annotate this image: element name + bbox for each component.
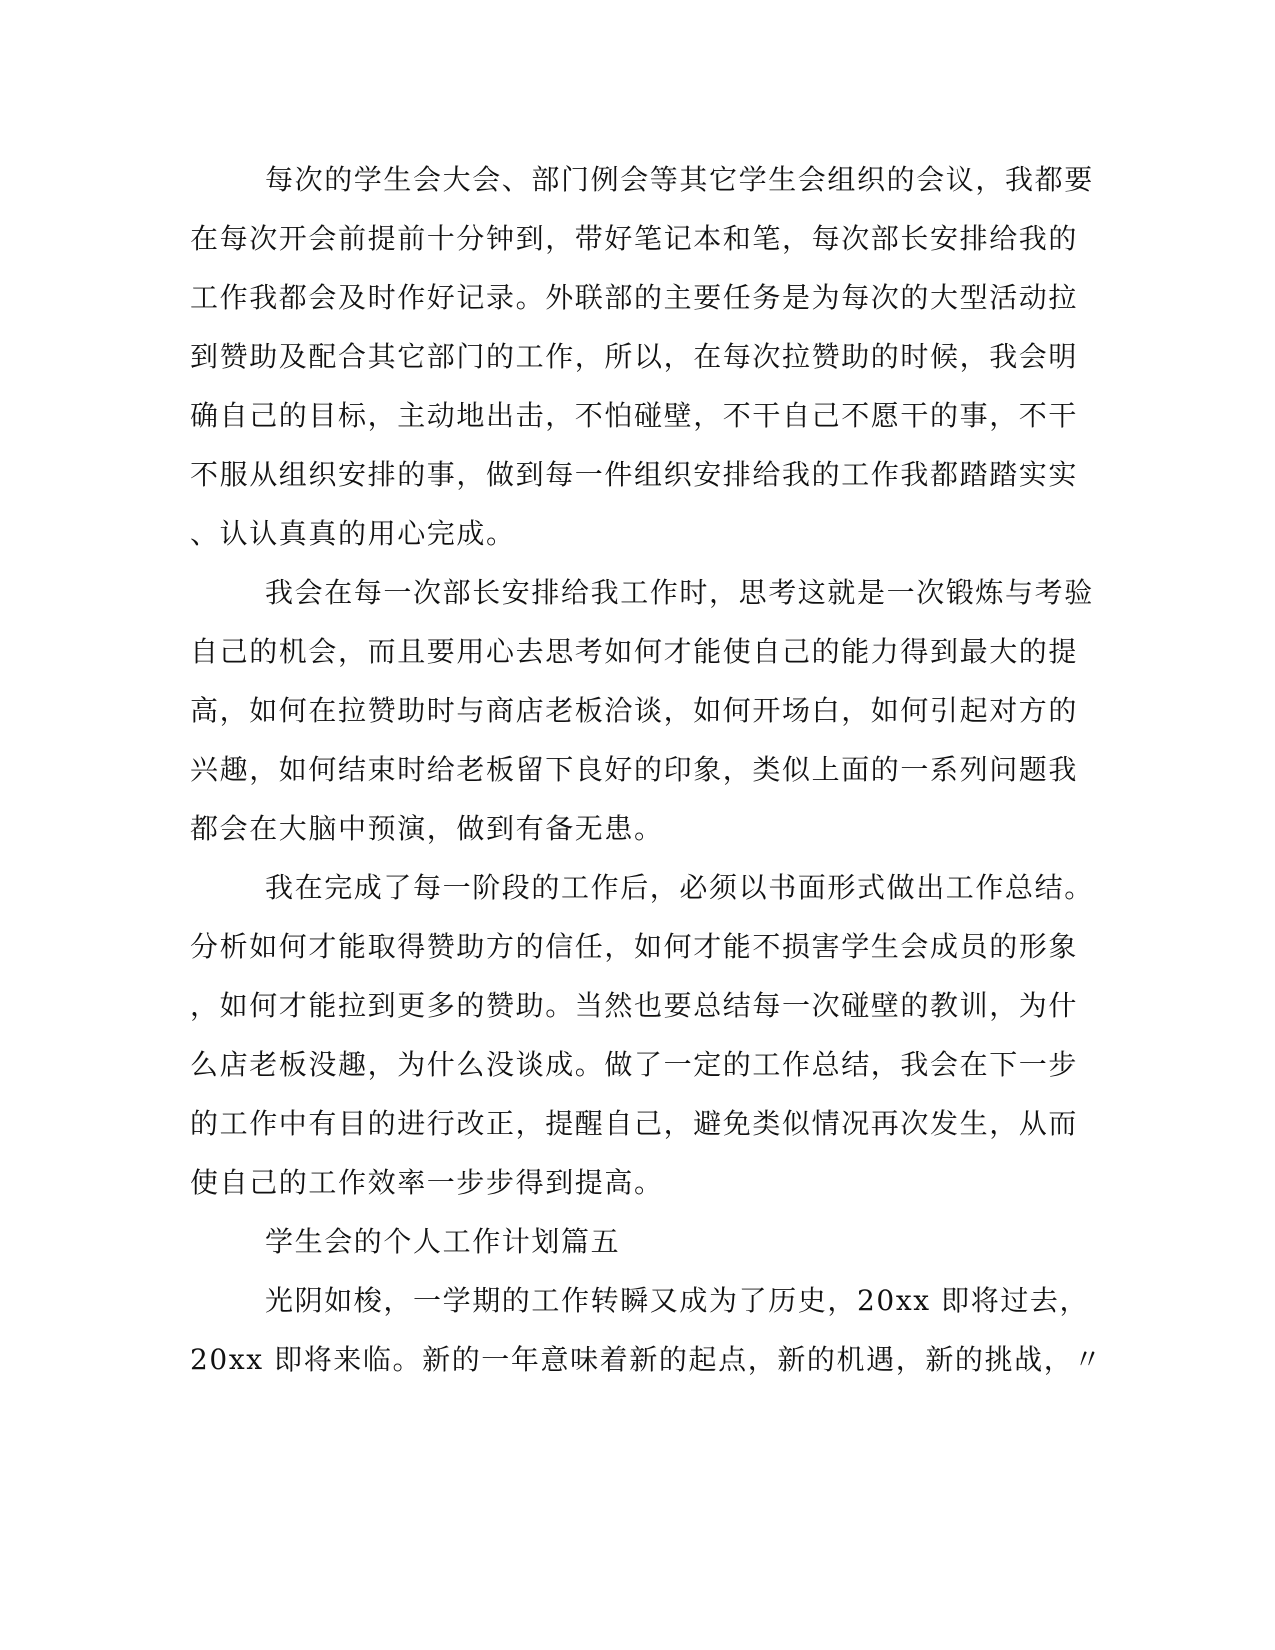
paragraph-3-line-4: 么店老板没趣，为什么没谈成。做了一定的工作总结，我会在下一步 — [190, 1048, 1079, 1081]
paragraph-3-line-3: ，如何才能拉到更多的赞助。当然也要总结每一次碰壁的教训，为什 — [190, 989, 1079, 1022]
paragraph-2-line-2: 自己的机会，而且要用心去思考如何才能使自己的能力得到最大的提 — [190, 635, 1079, 668]
section-heading: 学生会的个人工作计划篇五 — [265, 1225, 621, 1258]
paragraph-3-line-2: 分析如何才能取得赞助方的信任，如何才能不损害学生会成员的形象 — [190, 930, 1079, 963]
paragraph-3-line-1: 我在完成了每一阶段的工作后，必须以书面形式做出工作总结。 — [265, 871, 1094, 904]
paragraph-1-line-7: 、认认真真的用心完成。 — [190, 517, 516, 550]
paragraph-1-line-1: 每次的学生会大会、部门例会等其它学生会组织的会议，我都要 — [265, 163, 1094, 196]
paragraph-2-line-1: 我会在每一次部长安排给我工作时，思考这就是一次锻炼与考验 — [265, 576, 1094, 609]
paragraph-1-line-2: 在每次开会前提前十分钟到，带好笔记本和笔，每次部长安排给我的 — [190, 222, 1079, 255]
paragraph-4-line-1: 光阴如梭，一学期的工作转瞬又成为了历史，20xx 即将过去， — [265, 1284, 1090, 1317]
paragraph-3-line-6: 使自己的工作效率一步步得到提高。 — [190, 1166, 664, 1199]
paragraph-4-line-2: 20xx 即将来临。新的一年意味着新的起点，新的机遇，新的挑战，〃 — [190, 1343, 1103, 1376]
paragraph-2-line-5: 都会在大脑中预演，做到有备无患。 — [190, 812, 664, 845]
paragraph-1-line-6: 不服从组织安排的事，做到每一件组织安排给我的工作我都踏踏实实 — [190, 458, 1079, 491]
paragraph-3-line-5: 的工作中有目的进行改正，提醒自己，避免类似情况再次发生，从而 — [190, 1107, 1079, 1140]
paragraph-1-line-5: 确自己的目标，主动地出击，不怕碰壁，不干自己不愿干的事，不干 — [190, 399, 1079, 432]
paragraph-2-line-4: 兴趣，如何结束时给老板留下良好的印象，类似上面的一系列问题我 — [190, 753, 1079, 786]
paragraph-1-line-4: 到赞助及配合其它部门的工作，所以，在每次拉赞助的时候，我会明 — [190, 340, 1079, 373]
paragraph-2-line-3: 高，如何在拉赞助时与商店老板洽谈，如何开场白，如何引起对方的 — [190, 694, 1079, 727]
paragraph-1-line-3: 工作我都会及时作好记录。外联部的主要任务是为每次的大型活动拉 — [190, 281, 1079, 314]
